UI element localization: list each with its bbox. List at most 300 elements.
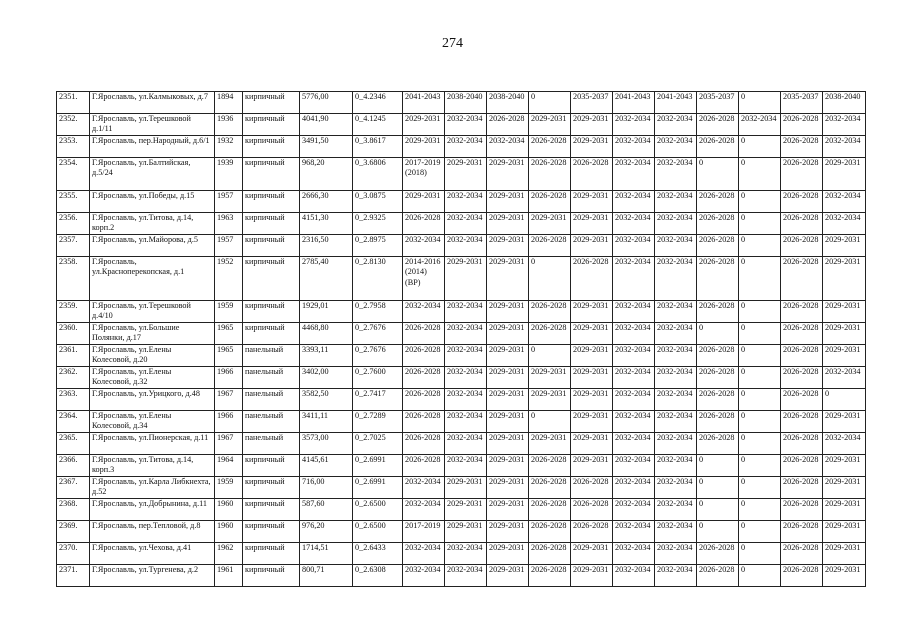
cell-period-hot-water: 2032-2034	[655, 543, 697, 565]
table-row	[57, 345, 866, 367]
cell-priority-index: 0_2.6500	[353, 499, 403, 521]
cell-period-roof: 2026-2028	[403, 367, 445, 389]
cell-period-basement: 2029-2031	[529, 433, 571, 455]
cell-period-gas: 2029-2031	[823, 158, 866, 191]
cell-wall-material: кирпичный	[243, 158, 300, 191]
cell-period-heating: 2029-2031	[571, 543, 613, 565]
cell-period-basement: 2026-2028	[529, 158, 571, 191]
cell-period-heating: 2029-2031	[571, 367, 613, 389]
cell-period-foundation: 2029-2031	[487, 411, 529, 433]
cell-period-foundation: 2029-2031	[487, 301, 529, 323]
cell-period-gas: 2029-2031	[823, 411, 866, 433]
cell-priority-index: 0_2.8130	[353, 257, 403, 301]
cell-period-electric: 2026-2028	[781, 158, 823, 191]
cell-address: Г.Ярославль, ул.Добрынина, д.11	[90, 499, 215, 521]
table-row	[57, 565, 866, 587]
cell-period-roof: 2026-2028	[403, 455, 445, 477]
cell-period-basement: 0	[529, 345, 571, 367]
cell-period-electric: 2035-2037	[781, 92, 823, 114]
cell-period-sewerage: 0	[697, 323, 739, 345]
cell-total-area: 2316,50	[300, 235, 353, 257]
cell-period-cold-water: 2032-2034	[613, 235, 655, 257]
cell-period-basement: 2026-2028	[529, 543, 571, 565]
cell-build-year: 1961	[215, 565, 243, 587]
cell-row-number: 2363.	[57, 389, 90, 411]
cell-period-elevator: 0	[739, 411, 781, 433]
cell-period-basement: 2026-2028	[529, 455, 571, 477]
cell-address: Г.Ярославль, ул.Титова, д.14, корп.3	[90, 455, 215, 477]
cell-period-cold-water: 2032-2034	[613, 114, 655, 136]
cell-period-heating: 2029-2031	[571, 323, 613, 345]
cell-wall-material: панельный	[243, 389, 300, 411]
cell-row-number: 2367.	[57, 477, 90, 499]
cell-period-elevator: 0	[739, 499, 781, 521]
cell-period-sewerage: 2035-2037	[697, 92, 739, 114]
cell-period-electric: 2026-2028	[781, 499, 823, 521]
cell-period-basement: 2026-2028	[529, 499, 571, 521]
cell-period-gas: 2032-2034	[823, 114, 866, 136]
cell-period-foundation: 2029-2031	[487, 389, 529, 411]
cell-period-sewerage: 2026-2028	[697, 191, 739, 213]
cell-period-gas: 2029-2031	[823, 565, 866, 587]
cell-period-cold-water: 2041-2043	[613, 92, 655, 114]
table-row	[57, 257, 866, 301]
cell-period-foundation: 2029-2031	[487, 367, 529, 389]
cell-period-roof: 2032-2034	[403, 543, 445, 565]
cell-build-year: 1932	[215, 136, 243, 158]
cell-period-hot-water: 2032-2034	[655, 136, 697, 158]
table-row	[57, 114, 866, 136]
cell-priority-index: 0_2.6308	[353, 565, 403, 587]
cell-period-sewerage: 2026-2028	[697, 213, 739, 235]
table-row	[57, 191, 866, 213]
cell-period-elevator: 0	[739, 455, 781, 477]
cell-total-area: 976,20	[300, 521, 353, 543]
cell-build-year: 1960	[215, 521, 243, 543]
cell-period-hot-water: 2041-2043	[655, 92, 697, 114]
cell-priority-index: 0_2.8975	[353, 235, 403, 257]
cell-wall-material: панельный	[243, 345, 300, 367]
cell-total-area: 1714,51	[300, 543, 353, 565]
cell-row-number: 2369.	[57, 521, 90, 543]
cell-period-gas: 2029-2031	[823, 257, 866, 301]
cell-period-facade: 2032-2034	[445, 345, 487, 367]
cell-period-basement: 0	[529, 92, 571, 114]
cell-priority-index: 0_2.7600	[353, 367, 403, 389]
cell-period-gas: 2029-2031	[823, 235, 866, 257]
cell-priority-index: 0_2.7676	[353, 323, 403, 345]
cell-period-heating: 2029-2031	[571, 455, 613, 477]
cell-period-foundation: 2029-2031	[487, 345, 529, 367]
cell-period-foundation: 2029-2031	[487, 191, 529, 213]
cell-period-cold-water: 2032-2034	[613, 301, 655, 323]
cell-period-electric: 2026-2028	[781, 114, 823, 136]
cell-address: Г.Ярославль, ул.Майорова, д.5	[90, 235, 215, 257]
cell-address: Г.Ярославль, пер.Народный, д.6/1	[90, 136, 215, 158]
cell-period-roof: 2029-2031	[403, 114, 445, 136]
cell-period-basement: 2026-2028	[529, 235, 571, 257]
cell-period-electric: 2026-2028	[781, 521, 823, 543]
cell-total-area: 5776,00	[300, 92, 353, 114]
cell-period-electric: 2026-2028	[781, 257, 823, 301]
cell-period-hot-water: 2032-2034	[655, 455, 697, 477]
cell-wall-material: кирпичный	[243, 257, 300, 301]
cell-build-year: 1957	[215, 191, 243, 213]
cell-period-facade: 2032-2034	[445, 433, 487, 455]
cell-wall-material: панельный	[243, 433, 300, 455]
cell-period-gas: 2038-2040	[823, 92, 866, 114]
cell-period-hot-water: 2032-2034	[655, 323, 697, 345]
cell-period-gas: 2029-2031	[823, 455, 866, 477]
cell-wall-material: кирпичный	[243, 565, 300, 587]
cell-wall-material: панельный	[243, 367, 300, 389]
cell-period-cold-water: 2032-2034	[613, 455, 655, 477]
cell-period-sewerage: 2026-2028	[697, 543, 739, 565]
cell-total-area: 3411,11	[300, 411, 353, 433]
cell-build-year: 1965	[215, 323, 243, 345]
cell-period-sewerage: 0	[697, 521, 739, 543]
cell-period-sewerage: 2026-2028	[697, 389, 739, 411]
table-row	[57, 521, 866, 543]
cell-period-electric: 2026-2028	[781, 367, 823, 389]
cell-period-basement: 2026-2028	[529, 521, 571, 543]
cell-address: Г.Ярославль, ул.Титова, д.14, корп.2	[90, 213, 215, 235]
cell-row-number: 2359.	[57, 301, 90, 323]
cell-build-year: 1952	[215, 257, 243, 301]
cell-priority-index: 0_2.7025	[353, 433, 403, 455]
cell-period-electric: 2026-2028	[781, 389, 823, 411]
cell-total-area: 1929,01	[300, 301, 353, 323]
cell-period-basement: 2029-2031	[529, 213, 571, 235]
cell-period-gas: 2029-2031	[823, 499, 866, 521]
cell-period-facade: 2032-2034	[445, 565, 487, 587]
cell-period-electric: 2026-2028	[781, 235, 823, 257]
cell-period-sewerage: 2026-2028	[697, 301, 739, 323]
cell-address: Г.Ярославль, ул.Елены Колесовой, д.32	[90, 367, 215, 389]
table-row	[57, 455, 866, 477]
cell-period-sewerage: 0	[697, 158, 739, 191]
cell-period-foundation: 2038-2040	[487, 92, 529, 114]
cell-period-foundation: 2029-2031	[487, 565, 529, 587]
cell-period-electric: 2026-2028	[781, 136, 823, 158]
cell-row-number: 2368.	[57, 499, 90, 521]
cell-period-hot-water: 2032-2034	[655, 213, 697, 235]
cell-period-electric: 2026-2028	[781, 433, 823, 455]
cell-build-year: 1966	[215, 367, 243, 389]
cell-total-area: 587,60	[300, 499, 353, 521]
cell-wall-material: кирпичный	[243, 213, 300, 235]
cell-wall-material: кирпичный	[243, 136, 300, 158]
cell-period-foundation: 2029-2031	[487, 433, 529, 455]
table-row	[57, 158, 866, 191]
cell-period-facade: 2029-2031	[445, 257, 487, 301]
cell-address: Г.Ярославль, ул.Калмыковых, д.7	[90, 92, 215, 114]
cell-period-cold-water: 2032-2034	[613, 521, 655, 543]
cell-period-heating: 2026-2028	[571, 257, 613, 301]
cell-period-roof: 2032-2034	[403, 499, 445, 521]
table-row	[57, 499, 866, 521]
cell-period-foundation: 2029-2031	[487, 543, 529, 565]
cell-row-number: 2360.	[57, 323, 90, 345]
cell-period-cold-water: 2032-2034	[613, 367, 655, 389]
cell-period-heating: 2026-2028	[571, 499, 613, 521]
cell-period-hot-water: 2032-2034	[655, 235, 697, 257]
cell-total-area: 2666,30	[300, 191, 353, 213]
cell-period-heating: 2029-2031	[571, 301, 613, 323]
cell-period-facade: 2032-2034	[445, 213, 487, 235]
cell-total-area: 4151,30	[300, 213, 353, 235]
cell-period-gas: 2029-2031	[823, 477, 866, 499]
cell-period-hot-water: 2032-2034	[655, 345, 697, 367]
table-row	[57, 136, 866, 158]
cell-period-basement: 2026-2028	[529, 301, 571, 323]
cell-period-foundation: 2029-2031	[487, 477, 529, 499]
cell-period-heating: 2026-2028	[571, 477, 613, 499]
cell-period-facade: 2032-2034	[445, 136, 487, 158]
cell-address: Г.Ярославль, ул.Победы, д.15	[90, 191, 215, 213]
cell-row-number: 2353.	[57, 136, 90, 158]
table-row	[57, 235, 866, 257]
cell-period-basement: 0	[529, 257, 571, 301]
cell-period-basement: 0	[529, 411, 571, 433]
cell-period-electric: 2026-2028	[781, 213, 823, 235]
cell-build-year: 1962	[215, 543, 243, 565]
cell-period-sewerage: 0	[697, 499, 739, 521]
cell-period-roof: 2026-2028	[403, 323, 445, 345]
table-row	[57, 433, 866, 455]
cell-period-gas: 2029-2031	[823, 323, 866, 345]
cell-period-gas: 2029-2031	[823, 521, 866, 543]
cell-period-elevator: 0	[739, 345, 781, 367]
cell-period-cold-water: 2032-2034	[613, 257, 655, 301]
cell-address: Г.Ярославль, ул.Елены Колесовой, д.34	[90, 411, 215, 433]
cell-priority-index: 0_4.2346	[353, 92, 403, 114]
table-row	[57, 477, 866, 499]
cell-period-cold-water: 2032-2034	[613, 433, 655, 455]
cell-wall-material: кирпичный	[243, 499, 300, 521]
table-row	[57, 411, 866, 433]
cell-period-sewerage: 0	[697, 455, 739, 477]
cell-period-hot-water: 2032-2034	[655, 433, 697, 455]
cell-period-hot-water: 2032-2034	[655, 389, 697, 411]
cell-period-cold-water: 2032-2034	[613, 158, 655, 191]
cell-period-sewerage: 2026-2028	[697, 257, 739, 301]
cell-period-heating: 2029-2031	[571, 136, 613, 158]
cell-wall-material: кирпичный	[243, 543, 300, 565]
cell-priority-index: 0_2.6433	[353, 543, 403, 565]
cell-wall-material: панельный	[243, 411, 300, 433]
cell-period-cold-water: 2032-2034	[613, 499, 655, 521]
cell-row-number: 2354.	[57, 158, 90, 191]
cell-period-foundation: 2029-2031	[487, 257, 529, 301]
cell-period-foundation: 2029-2031	[487, 455, 529, 477]
cell-period-hot-water: 2032-2034	[655, 411, 697, 433]
cell-period-heating: 2029-2031	[571, 433, 613, 455]
cell-period-roof: 2017-2019	[403, 521, 445, 543]
cell-row-number: 2357.	[57, 235, 90, 257]
cell-period-cold-water: 2032-2034	[613, 477, 655, 499]
cell-period-heating: 2029-2031	[571, 411, 613, 433]
cell-priority-index: 0_4.1245	[353, 114, 403, 136]
cell-period-gas: 2029-2031	[823, 543, 866, 565]
cell-period-gas: 2029-2031	[823, 301, 866, 323]
cell-wall-material: кирпичный	[243, 323, 300, 345]
cell-period-heating: 2026-2028	[571, 158, 613, 191]
cell-total-area: 3573,00	[300, 433, 353, 455]
cell-period-roof: 2032-2034	[403, 235, 445, 257]
cell-period-gas: 2029-2031	[823, 345, 866, 367]
cell-period-facade: 2029-2031	[445, 499, 487, 521]
cell-build-year: 1894	[215, 92, 243, 114]
cell-address: Г.Ярославль, ул.Балтийская, д.5/24	[90, 158, 215, 191]
cell-period-cold-water: 2032-2034	[613, 411, 655, 433]
cell-period-elevator: 0	[739, 301, 781, 323]
cell-period-basement: 2026-2028	[529, 477, 571, 499]
cell-period-facade: 2032-2034	[445, 301, 487, 323]
cell-period-facade: 2038-2040	[445, 92, 487, 114]
cell-period-heating: 2026-2028	[571, 521, 613, 543]
cell-total-area: 3393,11	[300, 345, 353, 367]
cell-period-roof: 2029-2031	[403, 136, 445, 158]
cell-address: Г.Ярославль, ул.Красноперекопская, д.1	[90, 257, 215, 301]
cell-period-heating: 2029-2031	[571, 235, 613, 257]
cell-build-year: 1966	[215, 411, 243, 433]
cell-period-heating: 2029-2031	[571, 565, 613, 587]
cell-period-gas: 2032-2034	[823, 213, 866, 235]
cell-period-basement: 2029-2031	[529, 367, 571, 389]
cell-period-roof: 2014-2016 (2014) (ВР)	[403, 257, 445, 301]
cell-priority-index: 0_2.6991	[353, 477, 403, 499]
cell-period-foundation: 2029-2031	[487, 213, 529, 235]
cell-priority-index: 0_2.6500	[353, 521, 403, 543]
cell-period-cold-water: 2032-2034	[613, 543, 655, 565]
cell-address: Г.Ярославль, ул.Большие Полянки, д.17	[90, 323, 215, 345]
cell-period-elevator: 0	[739, 136, 781, 158]
cell-total-area: 800,71	[300, 565, 353, 587]
cell-address: Г.Ярославль, ул.Пионерская, д.11	[90, 433, 215, 455]
cell-period-elevator: 0	[739, 323, 781, 345]
cell-priority-index: 0_2.7417	[353, 389, 403, 411]
cell-address: Г.Ярославль, пер.Тепловой, д.8	[90, 521, 215, 543]
cell-build-year: 1939	[215, 158, 243, 191]
cell-priority-index: 0_3.0875	[353, 191, 403, 213]
cell-period-elevator: 0	[739, 213, 781, 235]
cell-row-number: 2358.	[57, 257, 90, 301]
cell-row-number: 2371.	[57, 565, 90, 587]
cell-period-hot-water: 2032-2034	[655, 301, 697, 323]
cell-period-facade: 2032-2034	[445, 367, 487, 389]
cell-period-heating: 2029-2031	[571, 191, 613, 213]
cell-row-number: 2366.	[57, 455, 90, 477]
cell-period-hot-water: 2032-2034	[655, 191, 697, 213]
cell-priority-index: 0_2.7958	[353, 301, 403, 323]
cell-row-number: 2355.	[57, 191, 90, 213]
cell-period-elevator: 0	[739, 389, 781, 411]
cell-period-facade: 2032-2034	[445, 191, 487, 213]
cell-period-cold-water: 2032-2034	[613, 345, 655, 367]
cell-period-electric: 2026-2028	[781, 345, 823, 367]
cell-build-year: 1965	[215, 345, 243, 367]
cell-build-year: 1959	[215, 477, 243, 499]
cell-priority-index: 0_2.7289	[353, 411, 403, 433]
cell-build-year: 1967	[215, 433, 243, 455]
cell-period-cold-water: 2032-2034	[613, 389, 655, 411]
cell-address: Г.Ярославль, ул.Терешковой д.4/10	[90, 301, 215, 323]
cell-period-sewerage: 2026-2028	[697, 565, 739, 587]
cell-period-roof: 2026-2028	[403, 345, 445, 367]
cell-period-heating: 2029-2031	[571, 389, 613, 411]
cell-period-roof: 2032-2034	[403, 565, 445, 587]
cell-period-facade: 2032-2034	[445, 411, 487, 433]
cell-period-roof: 2032-2034	[403, 477, 445, 499]
cell-period-facade: 2032-2034	[445, 323, 487, 345]
cell-row-number: 2351.	[57, 92, 90, 114]
cell-period-roof: 2026-2028	[403, 411, 445, 433]
cell-period-elevator: 0	[739, 367, 781, 389]
cell-period-roof: 2026-2028	[403, 213, 445, 235]
cell-period-facade: 2032-2034	[445, 235, 487, 257]
cell-period-foundation: 2026-2028	[487, 114, 529, 136]
cell-build-year: 1957	[215, 235, 243, 257]
cell-period-cold-water: 2032-2034	[613, 213, 655, 235]
cell-priority-index: 0_2.6991	[353, 455, 403, 477]
cell-period-electric: 2026-2028	[781, 477, 823, 499]
cell-period-hot-water: 2032-2034	[655, 565, 697, 587]
cell-period-cold-water: 2032-2034	[613, 323, 655, 345]
cell-total-area: 3402,00	[300, 367, 353, 389]
cell-address: Г.Ярославль, ул.Карла Либкнехта, д.52	[90, 477, 215, 499]
cell-period-electric: 2026-2028	[781, 411, 823, 433]
cell-address: Г.Ярославль, ул.Урицкого, д.48	[90, 389, 215, 411]
cell-period-electric: 2026-2028	[781, 543, 823, 565]
cell-period-sewerage: 2026-2028	[697, 433, 739, 455]
cell-period-facade: 2032-2034	[445, 543, 487, 565]
cell-priority-index: 0_2.9325	[353, 213, 403, 235]
cell-period-cold-water: 2032-2034	[613, 136, 655, 158]
cell-period-foundation: 2029-2031	[487, 499, 529, 521]
cell-total-area: 4468,80	[300, 323, 353, 345]
table-row	[57, 323, 866, 345]
cell-period-electric: 2026-2028	[781, 565, 823, 587]
cell-period-gas: 2032-2034	[823, 136, 866, 158]
cell-row-number: 2370.	[57, 543, 90, 565]
cell-period-gas: 2032-2034	[823, 433, 866, 455]
cell-period-elevator: 0	[739, 565, 781, 587]
page-number: 274	[442, 36, 463, 51]
cell-priority-index: 0_3.6806	[353, 158, 403, 191]
cell-row-number: 2352.	[57, 114, 90, 136]
cell-total-area: 4145,61	[300, 455, 353, 477]
cell-period-roof: 2017-2019 (2018)	[403, 158, 445, 191]
cell-period-heating: 2029-2031	[571, 213, 613, 235]
cell-period-elevator: 2032-2034	[739, 114, 781, 136]
cell-period-basement: 2029-2031	[529, 389, 571, 411]
cell-address: Г.Ярославль, ул.Чехова, д.41	[90, 543, 215, 565]
cell-wall-material: кирпичный	[243, 455, 300, 477]
cell-period-elevator: 0	[739, 191, 781, 213]
cell-period-basement: 2026-2028	[529, 565, 571, 587]
cell-build-year: 1967	[215, 389, 243, 411]
table-row	[57, 367, 866, 389]
cell-period-basement: 2026-2028	[529, 323, 571, 345]
cell-address: Г.Ярославль, ул.Терешковой д.1/11	[90, 114, 215, 136]
cell-period-sewerage: 2026-2028	[697, 345, 739, 367]
cell-period-cold-water: 2032-2034	[613, 191, 655, 213]
cell-period-basement: 2026-2028	[529, 136, 571, 158]
cell-wall-material: кирпичный	[243, 191, 300, 213]
cell-period-hot-water: 2032-2034	[655, 499, 697, 521]
cell-period-hot-water: 2032-2034	[655, 367, 697, 389]
